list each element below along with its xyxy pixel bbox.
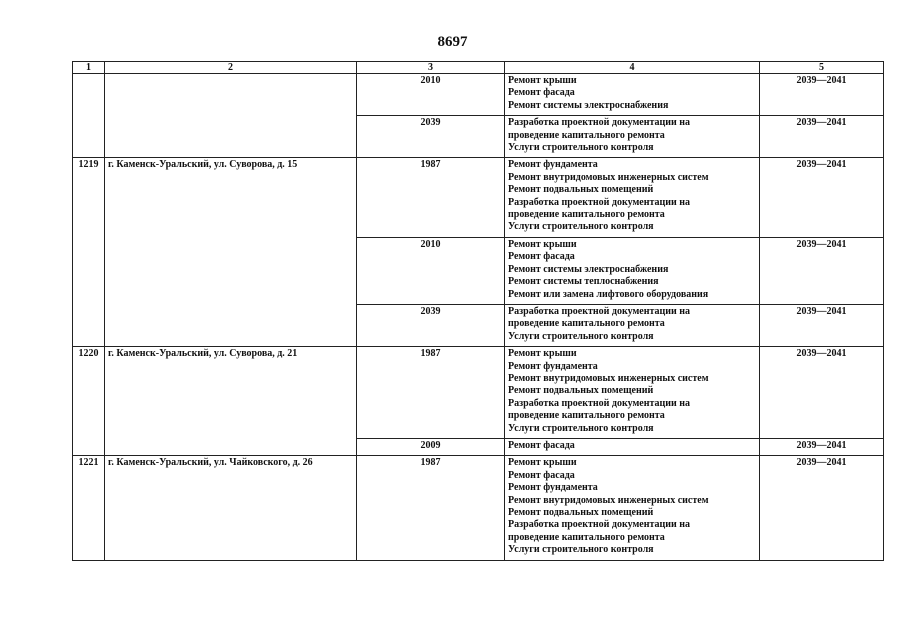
work-item: Разработка проектной документации на [508, 397, 691, 409]
address-cell: г. Каменск-Уральский, ул. Чайковского, д. 26 [105, 456, 357, 560]
period-cell: 2039—2041 [760, 116, 884, 158]
work-item: Услуги строительного контроля [508, 330, 654, 342]
works-cell [505, 237, 760, 304]
period-cell: 2039—2041 [760, 347, 884, 439]
table-row [73, 347, 884, 439]
work-item: Услуги строительного контроля [508, 142, 654, 154]
work-item: Ремонт фасада [508, 469, 575, 481]
address-cell: г. Каменск-Уральский, ул. Суворова, д. 15 [105, 158, 357, 347]
table-body [73, 74, 884, 561]
year-cell: 2039 [357, 304, 505, 346]
work-item: Ремонт фундамента [508, 482, 598, 494]
work-item: Ремонт подвальных помещений [508, 507, 654, 518]
year-cell: 1987 [357, 158, 505, 237]
work-item: Ремонт системы электроснабжения [508, 99, 669, 111]
works-cell [505, 74, 760, 116]
work-item: Ремонт системы электроснабжения [508, 263, 669, 275]
table-row [73, 74, 884, 116]
work-item: Разработка проектной документации на [508, 196, 691, 208]
work-item: Ремонт фасада [508, 87, 575, 99]
table-row [73, 158, 884, 237]
header-row [73, 62, 884, 74]
work-item: Услуги строительного контроля [508, 544, 654, 556]
work-item: проведение капитального ремонта [508, 209, 665, 221]
year-cell: 2039 [357, 116, 505, 158]
capital-repair-table [72, 61, 884, 561]
period-cell: 2039—2041 [760, 304, 884, 346]
year-cell: 1987 [357, 347, 505, 439]
work-item: Разработка проектной документации на [508, 519, 691, 531]
period-cell: 2039—2041 [760, 158, 884, 237]
works-cell [505, 456, 760, 560]
work-item: проведение капитального ремонта [508, 410, 665, 422]
header-cell: 2 [105, 62, 357, 74]
work-item: Ремонт внутридомовых инженерных систем [508, 494, 709, 506]
object-number-cell: 1220 [73, 347, 105, 456]
year-cell: 2010 [357, 237, 505, 304]
work-item: Ремонт крыши [508, 238, 577, 250]
work-item: Разработка проектной документации на [508, 305, 691, 317]
work-item: Ремонт крыши [508, 457, 577, 469]
period-cell: 2039—2041 [760, 456, 884, 560]
work-item: Ремонт или замена лифтового оборудования [508, 288, 709, 300]
work-item: Ремонт фундамента [508, 159, 598, 171]
work-item: проведение капитального ремонта [508, 531, 665, 543]
work-item: Ремонт подвальных помещений [508, 184, 654, 196]
work-item: проведение капитального ремонта [508, 129, 665, 141]
work-item: проведение капитального ремонта [508, 318, 665, 330]
work-item: Ремонт крыши [508, 348, 577, 360]
work-item: Ремонт внутридомовых инженерных систем [508, 171, 709, 183]
works-cell [505, 116, 760, 158]
year-cell: 2010 [357, 74, 505, 116]
work-item: Разработка проектной документации на [508, 117, 691, 129]
work-item: Ремонт внутридомовых инженерных систем [508, 372, 709, 384]
period-cell: 2039—2041 [760, 74, 884, 116]
header-cell: 4 [505, 62, 760, 74]
object-number-cell [73, 74, 105, 158]
year-cell: 1987 [357, 456, 505, 560]
work-item: Услуги строительного контроля [508, 422, 654, 434]
work-item: Ремонт фундамента [508, 360, 598, 372]
work-item: Ремонт подвальных помещений [508, 385, 654, 397]
header-cell: 1 [73, 62, 105, 74]
work-item: Услуги строительного контроля [508, 221, 654, 233]
object-number-cell: 1219 [73, 158, 105, 347]
object-number-cell: 1221 [73, 456, 105, 560]
work-item: Ремонт крыши [508, 75, 577, 86]
work-item: Ремонт системы теплоснабжения [508, 276, 659, 288]
work-item: Ремонт фасада [508, 251, 575, 263]
header-cell: 5 [760, 62, 884, 74]
year-cell: 2009 [357, 438, 505, 455]
works-cell [505, 347, 760, 439]
period-cell: 2039—2041 [760, 237, 884, 304]
address-cell [105, 74, 357, 158]
period-cell: 2039—2041 [760, 438, 884, 455]
address-cell: г. Каменск-Уральский, ул. Суворова, д. 21 [105, 347, 357, 456]
works-cell [505, 438, 760, 455]
table-row [73, 456, 884, 560]
works-cell [505, 158, 760, 237]
header-cell: 3 [357, 62, 505, 74]
work-item: Ремонт фасада [508, 439, 575, 451]
works-cell [505, 304, 760, 346]
page-number: 8697 [437, 34, 468, 50]
